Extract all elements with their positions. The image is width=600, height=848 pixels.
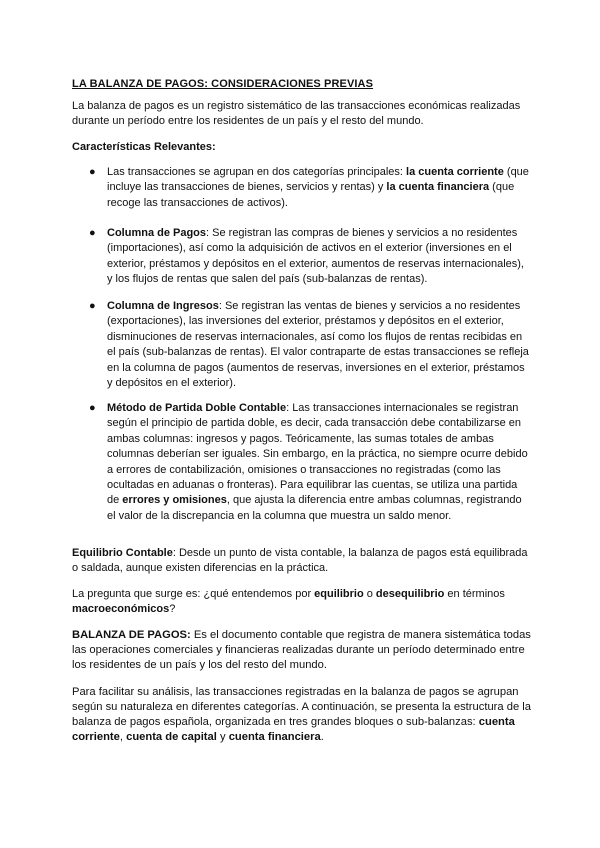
structure-text: . xyxy=(320,731,324,743)
definition-text: Es el documento contable que registra de manera sistemática todas las operaciones comerciales y financieras realizadas durante un período determinado entre los residentes de un país y los del resto del mundo. xyxy=(72,629,531,671)
structure-text: , xyxy=(119,731,127,743)
structure-text: y xyxy=(216,731,229,743)
list-item xyxy=(86,165,532,211)
bullet-icon: ● xyxy=(89,402,96,414)
bullet-bold: la cuenta financiera xyxy=(386,181,490,194)
bullet-bold: Método de Partida Doble Contable xyxy=(107,402,287,414)
question-bold: desequilibrio xyxy=(375,588,445,600)
bullet-text: (que incluye las transacciones de bienes, servicios y rentas) y xyxy=(107,166,529,194)
bullet-text: : Se registran las ventas de bienes y servicios a no residentes (exportaciones), las inversiones del exterior, préstamos y depósitos en el exterior, disminuciones de reservas internacionales, así como los flujos de rentas recibidas en el país (sub-balanzas de rentas). El valor contraparte de estas transacciones se refleja en la columna de pagos (aumentos de reservas, inversiones en el exterior, préstamos y depósitos en el exterior). xyxy=(107,300,529,390)
intro-paragraph: La balanza de pagos es un registro sistemático de las transacciones económicas realizadas durante un período entre los residentes de un país y el resto del mundo. xyxy=(72,100,521,127)
bullet-icon: ● xyxy=(89,300,96,312)
structure-text: Para facilitar su análisis, las transacciones registradas en la balanza de pagos se agrupan según su naturaleza en diferentes categorías. A continuación, se presenta la estructura de la balanza de pagos española, organizada en tres grandes bloques o sub-balanzas: xyxy=(72,686,531,728)
definition-paragraph xyxy=(72,628,532,673)
bullet-text: Las transacciones se agrupan en dos categorías principales: xyxy=(107,166,407,178)
bullet-icon: ● xyxy=(89,166,96,178)
list-item xyxy=(86,299,532,391)
bullet-text: , que ajusta la diferencia entre ambas columnas, registrando el valor de la discrepancia en la columna que muestra un saldo menor. xyxy=(107,494,522,522)
bullet-bold: errores y omisiones xyxy=(122,494,227,507)
bullet-text: (que recoge las transacciones de activos). xyxy=(107,181,515,209)
list-item xyxy=(86,401,532,524)
bullet-text: : Las transacciones internacionales se registran según el principio de partida doble, es decir, cada transacción debe contabilizarse en ambas columnas: ingresos y pagos. Teóricamente, las sumas totales de ambas columnas deberían ser iguales. Sin embargo, en la práctica, no siempre ocurre debido a errores de contabilización, omisiones o transacciones no registradas (como las ocultadas en aduanas o fronteras). Para equilibrar las cuentas, se utiliza una partida de xyxy=(107,402,528,507)
document-title: LA BALANZA DE PAGOS: CONSIDERACIONES PREVIAS xyxy=(72,78,374,90)
question-text: o xyxy=(363,588,376,600)
definition-term: BALANZA DE PAGOS: xyxy=(72,629,191,641)
characteristics-heading: Características Relevantes: xyxy=(72,141,216,153)
bullet-text: : Se registran las compras de bienes y servicios a no residentes (importaciones), así como la adquisición de activos en el exterior (inversiones en el exterior, préstamos y depósitos en el exterior, aumentos de reservas internacionales), y los flujos de rentas que salen del país (sub-balanzas de rentas). xyxy=(107,227,524,286)
list-item xyxy=(86,226,532,288)
structure-paragraph xyxy=(72,685,532,745)
equilibrium-text: : Desde un punto de vista contable, la balanza de pagos está equilibrada o saldada, aunque existen diferencias en la práctica. xyxy=(72,547,528,574)
question-paragraph xyxy=(72,587,532,617)
bullet-bold: Columna de Ingresos xyxy=(107,300,219,312)
bullet-bold: Columna de Pagos xyxy=(107,227,207,239)
structure-bold: cuenta de capital xyxy=(126,731,217,743)
question-bold: macroeconómicos xyxy=(72,603,170,615)
equilibrium-paragraph xyxy=(72,546,532,576)
question-text: La pregunta que surge es: ¿qué entendemos por xyxy=(72,588,315,600)
question-text: en términos xyxy=(444,588,505,600)
bullet-bold: la cuenta corriente xyxy=(406,166,504,178)
structure-bold: cuenta corriente xyxy=(72,716,515,743)
question-text: ? xyxy=(169,603,176,615)
equilibrium-term: Equilibrio Contable xyxy=(72,547,173,559)
structure-bold: cuenta financiera xyxy=(228,731,321,743)
question-bold: equilibrio xyxy=(314,588,364,600)
bullet-icon: ● xyxy=(89,227,96,239)
